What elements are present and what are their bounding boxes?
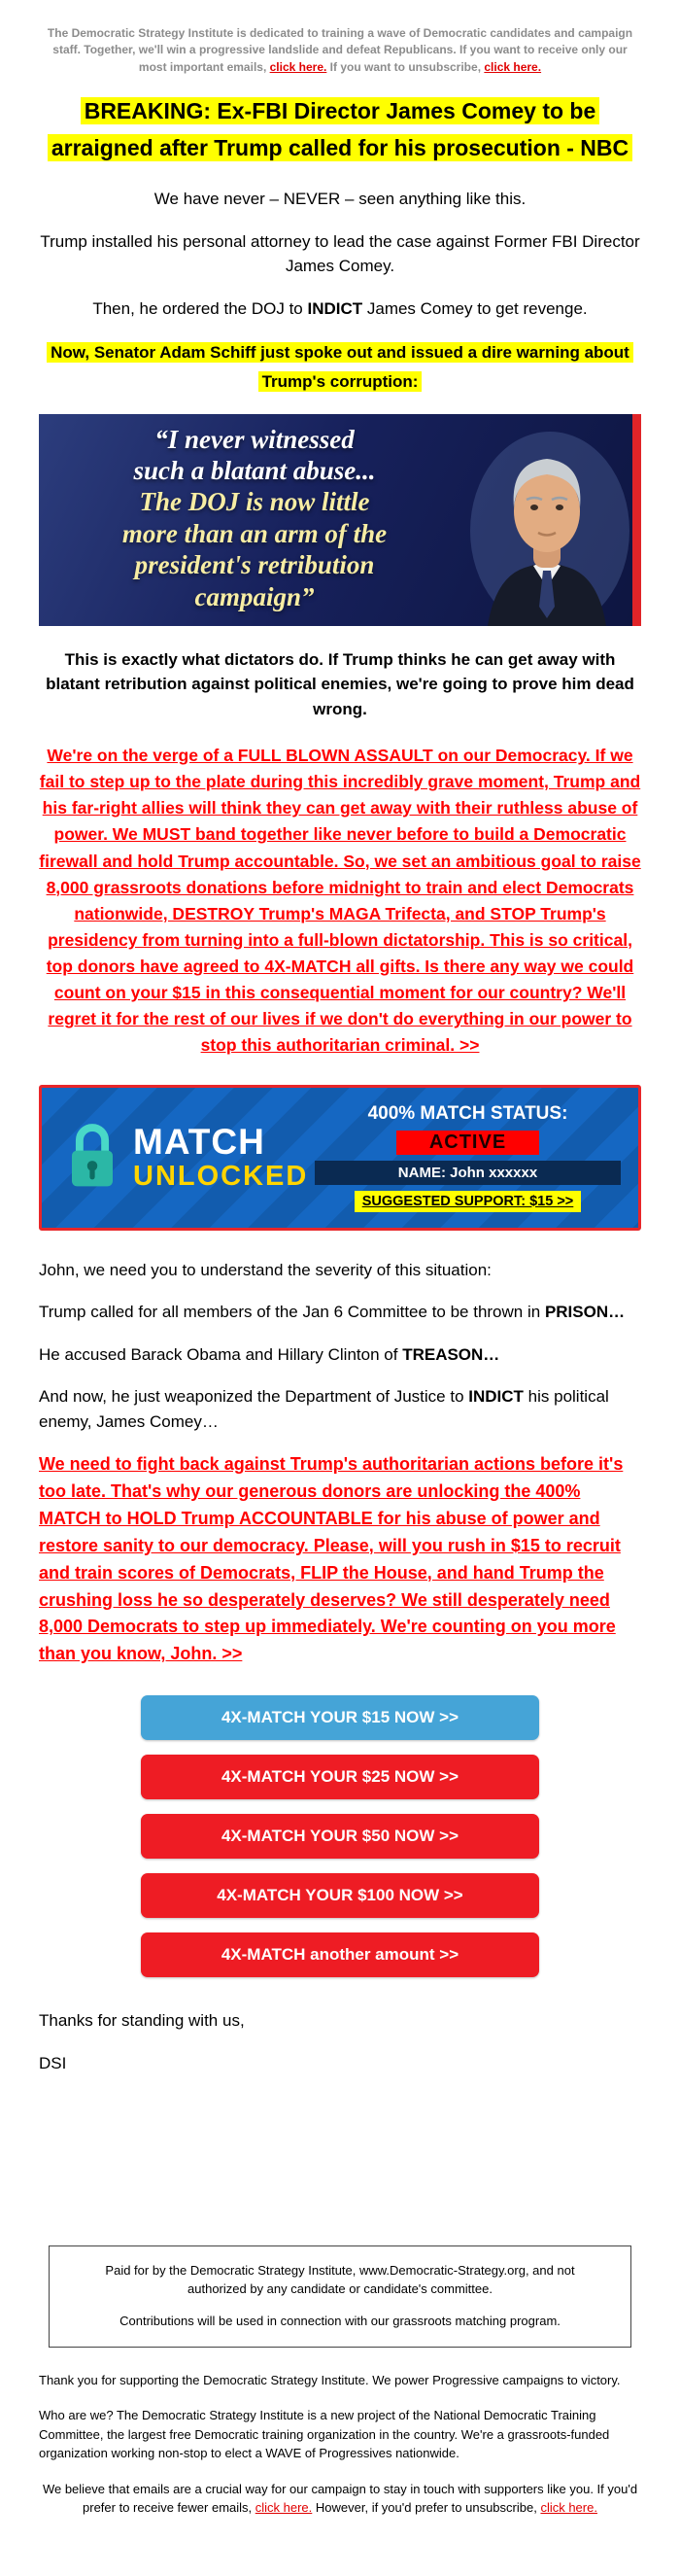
prison-pre: Trump called for all members of the Jan 6 Committee to be thrown in: [39, 1303, 545, 1322]
match-unlocked-words: [133, 1121, 309, 1192]
suggested-support-link[interactable]: SUGGESTED SUPPORT: $15 >>: [355, 1191, 582, 1212]
match-15-button[interactable]: 4X-MATCH YOUR $15 NOW >>: [141, 1695, 539, 1740]
treason-pre: He accused Barack Obama and Hillary Clinton of: [39, 1344, 403, 1364]
quote-line-5: president's retribution: [134, 550, 375, 580]
footer-who-are-we: Who are we? The Democratic Strategy Institute is a new project of the National Democratic Training Committee, the largest free Democratic training organization in the country. We're a grassroots-funded organization working non-stop to elect a WAVE of Progressives nationwide.: [39, 2408, 610, 2461]
quote-line-1: “I never witnessed: [154, 424, 355, 454]
match-other-amount-button[interactable]: 4X-MATCH another amount >>: [141, 1932, 539, 1977]
match-subtitle: UNLOCKED: [133, 1160, 309, 1192]
match-title: MATCH: [133, 1121, 265, 1162]
unsubscribe-link-bottom[interactable]: click here.: [540, 2500, 597, 2516]
disclaimer-text-2: If you want to unsubscribe,: [326, 59, 485, 74]
match-status-value: ACTIVE: [396, 1131, 539, 1155]
disclaimer-text-1: The Democratic Strategy Institute is dedicated to training a wave of Democratic candidates and campaign staff. Together, we'll win a progressive landslide and defeat Republicans. If you want to receive only our most important emails,: [47, 26, 633, 74]
match-unlocked-badge: [59, 1120, 308, 1195]
fewer-emails-link[interactable]: click here.: [255, 2500, 313, 2516]
schiff-warning: [39, 338, 641, 397]
footer-email-preferences: [39, 2480, 641, 2518]
schiff-warning-text: Now, Senator Adam Schiff just spoke out and issued a dire warning about Trump's corruption:: [47, 342, 633, 392]
schiff-quote-text: [51, 424, 459, 612]
intro-paragraph-1: We have never – NEVER – seen anything like this.: [153, 190, 527, 209]
adam-schiff-photo: [462, 422, 629, 626]
contributions-text: Contributions will be used in connection with our grassroots matching program.: [119, 2313, 561, 2328]
donation-appeal-2[interactable]: We need to fight back against Trump's authoritarian actions before it's too late. That's why our generous donors are unlocking the 400% MATCH to HOLD Trump ACCOUNTABLE for his abuse of power and restore sanity to our democracy. Please, will you rush in $15 to recruit and train scores of Democrats, FLIP the House, and hand Trump the crushing loss he so desperately deserves? We still desperately need 8,000 Democrats to step up immediately. We're counting on you more than you know, John. >>: [39, 1454, 624, 1664]
quote-line-4: more than an arm of the: [121, 518, 388, 548]
prison-paragraph: [39, 1300, 641, 1325]
prison-bold: PRISON…: [544, 1303, 626, 1322]
lock-icon: [65, 1120, 119, 1195]
signature: DSI: [39, 2053, 67, 2072]
indict-pre: And now, he just weaponized the Department of Justice to: [39, 1387, 469, 1407]
severity-paragraph: John, we need you to understand the severity of this situation:: [39, 1260, 492, 1279]
match-status-banner: [39, 1085, 641, 1231]
match-100-button[interactable]: 4X-MATCH YOUR $100 NOW >>: [141, 1873, 539, 1918]
headline-text: BREAKING: Ex-FBI Director James Comey to be arraigned after Trump called for his prosecution - NBC: [48, 97, 632, 161]
indict-paragraph: [39, 1384, 641, 1434]
intro-paragraph-3: [39, 296, 641, 322]
emails-text-1: We believe that emails are a crucial way for our campaign to stay in touch with supporters like you. If you'd prefer to receive fewer emails,: [42, 2481, 638, 2516]
match-status-panel: [315, 1103, 621, 1212]
footer-thank-you: Thank you for supporting the Democratic Strategy Institute. We power Progressive campaigns to victory.: [39, 2372, 621, 2387]
donation-appeal-1[interactable]: We're on the verge of a FULL BLOWN ASSAULT on our Democracy. If we fail to step up to the plate during this incredibly grave moment, Trump and his far-right allies will think they can get away with their ruthless abuse of power. We MUST band together like never before to build a Democratic firewall and hold Trump accountable. So, we set an ambitious goal to raise 8,000 grassroots donations before midnight to train and elect Democrats nationwide, DESTROY Trump's MAGA Trifecta, and STOP Trump's presidency from turning into a full-blown dictatorship. This is so critical, top donors have agreed to 4X-MATCH all gifts. Is there any way we could count on your $15 in this consequential moment for our country? We'll regret it for the rest of our lives if we don't do everything in our power to stop this authoritarian criminal. >>: [39, 746, 641, 1056]
intro-p3-bold: INDICT: [307, 298, 363, 318]
intro-p3-post: James Comey to get revenge.: [362, 298, 588, 318]
intro-p3-pre: Then, he ordered the DOJ to: [92, 298, 308, 318]
paid-for-disclaimer-box: [49, 2245, 631, 2348]
important-emails-link[interactable]: click here.: [269, 59, 327, 74]
schiff-quote-image: [39, 414, 641, 626]
treason-bold: TREASON…: [402, 1344, 500, 1364]
donor-name: NAME: John xxxxxx: [315, 1161, 621, 1185]
match-25-button[interactable]: 4X-MATCH YOUR $25 NOW >>: [141, 1755, 539, 1799]
unsubscribe-link-top[interactable]: click here.: [484, 59, 542, 74]
treason-paragraph: [39, 1342, 641, 1368]
match-50-button[interactable]: 4X-MATCH YOUR $50 NOW >>: [141, 1814, 539, 1859]
quote-line-6: campaign”: [194, 581, 315, 611]
donation-buttons: [39, 1695, 641, 1977]
top-disclaimer: [43, 25, 637, 76]
indict-post: his political enemy, James Comey…: [39, 1387, 609, 1431]
quote-line-2: such a blatant abuse...: [133, 455, 376, 485]
quote-line-3: The DOJ is now little: [139, 487, 370, 517]
breaking-headline: [39, 93, 641, 167]
dictators-paragraph: This is exactly what dictators do. If Trump thinks he can get away with blatant retribution against political enemies, we're going to prove him dead wrong.: [46, 649, 634, 718]
red-accent-stripe: [632, 414, 641, 626]
closing-thanks: Thanks for standing with us,: [39, 2011, 245, 2031]
indict-bold: INDICT: [468, 1387, 524, 1407]
emails-text-2: However, if you'd prefer to unsubscribe,: [312, 2500, 541, 2516]
match-status-label: 400% MATCH STATUS:: [367, 1102, 568, 1124]
intro-paragraph-2: Trump installed his personal attorney to lead the case against Former FBI Director James Comey.: [40, 231, 640, 276]
paid-for-text: Paid for by the Democratic Strategy Institute, www.Democratic-Strategy.org, and not authorized by any candidate or candidate's committee.: [105, 2263, 575, 2297]
